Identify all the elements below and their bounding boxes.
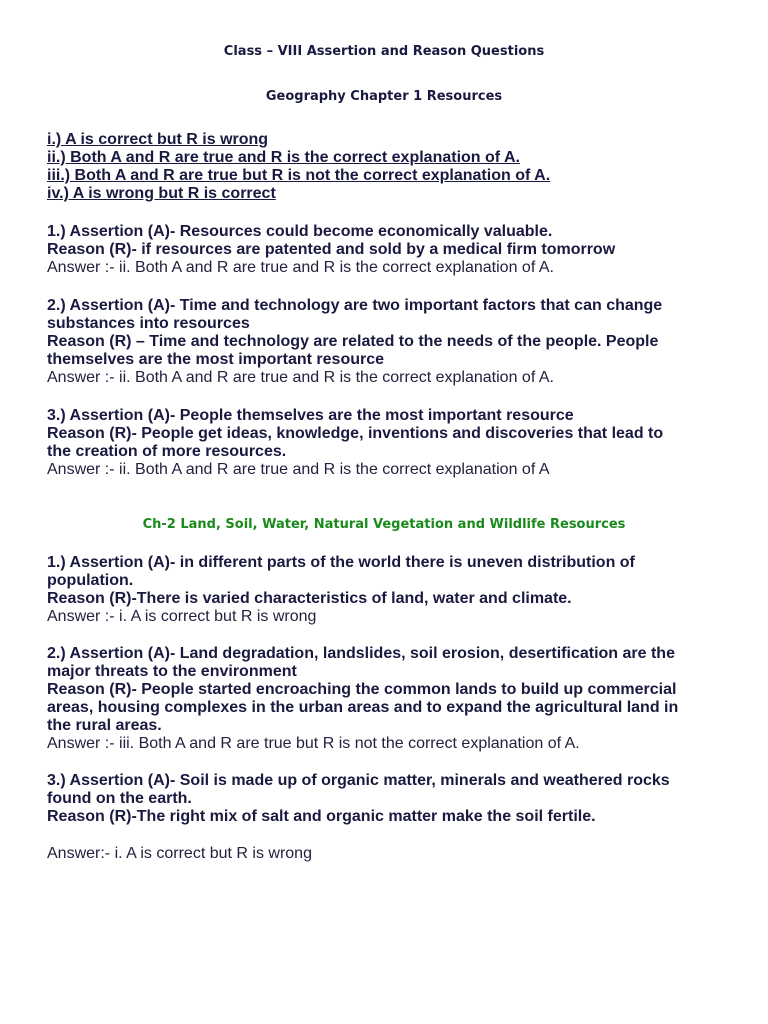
question-line: Reason (R)- People get ideas, knowledge, inventions and discoveries that lead to bbox=[47, 425, 664, 442]
ch2-question-3 bbox=[47, 772, 727, 863]
question-line: the rural areas. bbox=[47, 717, 162, 734]
answer-line: Answer:- i. A is correct but R is wrong bbox=[47, 845, 312, 862]
question-line: Reason (R) – Time and technology are related to the needs of the people. People bbox=[47, 333, 659, 350]
option-ii: ii.) Both A and R are true and R is the correct explanation of A. bbox=[47, 149, 520, 166]
option-iv: iv.) A is wrong but R is correct bbox=[47, 185, 276, 202]
answer-line: Answer :- ii. Both A and R are true and R is the correct explanation of A. bbox=[47, 369, 554, 386]
option-iii: iii.) Both A and R are true but R is not the correct explanation of A. bbox=[47, 167, 551, 184]
answer-line: Answer :- ii. Both A and R are true and R is the correct explanation of A bbox=[47, 461, 550, 478]
question-line: 2.) Assertion (A)- Time and technology are two important factors that can change bbox=[47, 297, 663, 314]
question-line: 3.) Assertion (A)- People themselves are the most important resource bbox=[47, 407, 574, 424]
question-line: 1.) Assertion (A)- in different parts of the world there is uneven distribution of bbox=[47, 554, 635, 571]
option-i: i.) A is correct but R is wrong bbox=[47, 131, 269, 148]
question-line: 2.) Assertion (A)- Land degradation, landslides, soil erosion, desertification are the bbox=[47, 645, 675, 662]
question-line: found on the earth. bbox=[47, 790, 192, 807]
ch2-question-1 bbox=[47, 554, 727, 626]
chapter-1-title: Geography Chapter 1 Resources bbox=[265, 89, 503, 104]
answer-line: Answer :- iii. Both A and R are true but R is not the correct explanation of A. bbox=[47, 735, 580, 752]
document-title: Class – VIII Assertion and Reason Questions bbox=[223, 44, 545, 59]
answer-line: Answer :- i. A is correct but R is wrong bbox=[47, 608, 317, 625]
question-line: areas, housing complexes in the urban areas and to expand the agricultural land in bbox=[47, 699, 679, 716]
question-line: Reason (R)-There is varied characteristics of land, water and climate. bbox=[47, 590, 572, 607]
ch1-question-2 bbox=[47, 297, 727, 387]
question-line: themselves are the most important resource bbox=[47, 351, 385, 368]
question-line: Reason (R)- if resources are patented and sold by a medical firm tomorrow bbox=[47, 241, 616, 258]
question-line: Reason (R)- People started encroaching the common lands to build up commercial bbox=[47, 681, 677, 698]
ch1-question-3 bbox=[47, 407, 727, 479]
question-line: the creation of more resources. bbox=[47, 443, 287, 460]
question-line: Reason (R)-The right mix of salt and organic matter make the soil fertile. bbox=[47, 808, 596, 825]
question-line: substances into resources bbox=[47, 315, 250, 332]
ch2-question-2 bbox=[47, 645, 727, 753]
answer-line: Answer :- ii. Both A and R are true and R is the correct explanation of A. bbox=[47, 259, 554, 276]
question-line: 3.) Assertion (A)- Soil is made up of organic matter, minerals and weathered rocks bbox=[47, 772, 670, 789]
chapter-2-title: Ch-2 Land, Soil, Water, Natural Vegetation and Wildlife Resources bbox=[142, 517, 626, 532]
question-line: major threats to the environment bbox=[47, 663, 297, 680]
answer-options bbox=[47, 131, 727, 203]
question-line: population. bbox=[47, 572, 134, 589]
ch1-question-1 bbox=[47, 223, 727, 277]
question-line: 1.) Assertion (A)- Resources could become economically valuable. bbox=[47, 223, 553, 240]
